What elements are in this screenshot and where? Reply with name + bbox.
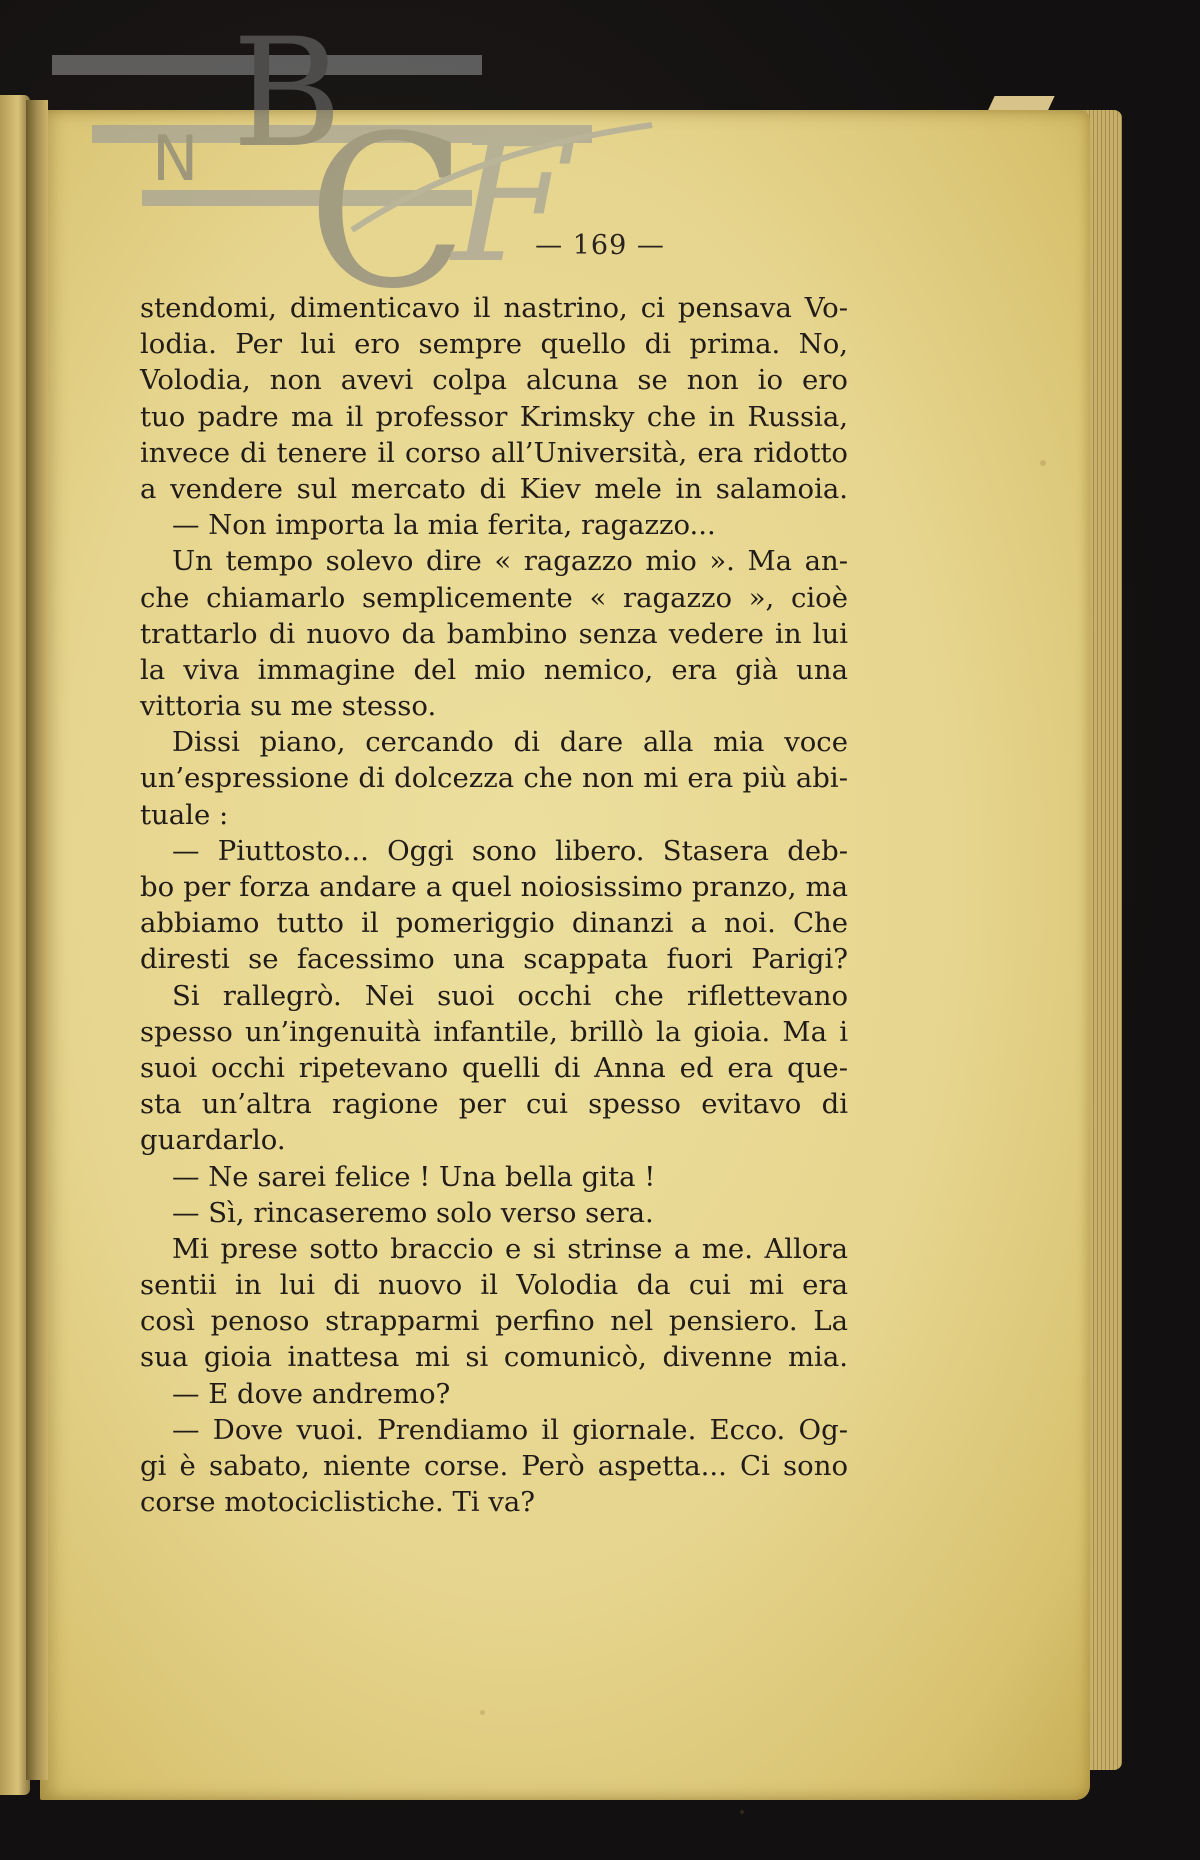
text-line: la viva immagine del mio nemico, era già una	[140, 653, 848, 686]
paper-spot	[1040, 460, 1046, 466]
page-number: — 169 —	[535, 230, 665, 261]
text-line: tuo padre ma il professor Krimsky che in Russia,	[140, 400, 848, 433]
text-line: vittoria su me stesso.	[140, 690, 437, 723]
text-line: invece di tenere il corso all’Università, era ridotto	[140, 436, 848, 469]
text-line: un’espressione di dolcezza che non mi era più abi-	[140, 762, 848, 795]
text-line: stendomi, dimenticavo il nastrino, ci pensava Vo-	[140, 292, 848, 324]
text-line: sentii in lui di nuovo il Volodia da cui mi era	[140, 1269, 848, 1302]
text-line: tuale :	[140, 798, 229, 831]
text-line: trattarlo di nuovo da bambino senza vedere in lui	[140, 617, 848, 650]
text-line: gi è sabato, niente corse. Però aspetta... Ci sono	[140, 1450, 848, 1482]
logo-letter-b: B	[232, 30, 343, 181]
text-line: Un tempo solevo dire « ragazzo mio ». Ma an-	[172, 545, 848, 578]
text-line: lodia. Per lui ero sempre quello di prima. No,	[140, 328, 848, 361]
body-text	[140, 290, 848, 1520]
paper-spot	[740, 1810, 744, 1814]
logo-letter-n: N	[152, 122, 199, 195]
text-line: — Dove vuoi. Prendiamo il giornale. Ecco. Og-	[172, 1413, 848, 1446]
text-line: Si rallegrò. Nei suoi occhi che riflettevano	[172, 979, 848, 1012]
text-line: Volodia, non avevi colpa alcuna se non io ero	[140, 364, 848, 397]
text-line: — Non importa la mia ferita, ragazzo...	[172, 509, 716, 542]
paper-spot	[480, 1710, 485, 1715]
text-line: suoi occhi ripetevano quelli di Anna ed era que-	[140, 1051, 848, 1084]
text-line: Mi prese sotto braccio e si strinse a me. Allora	[172, 1232, 848, 1265]
text-line: a vendere sul mercato di Kiev mele in salamoia.	[140, 472, 848, 505]
text-line: sta un’altra ragione per cui spesso evitavo di	[140, 1088, 848, 1121]
text-line: — E dove andremo?	[172, 1377, 451, 1410]
text-line: corse motociclistiche. Ti va?	[140, 1486, 536, 1519]
logo-letter-c: C	[307, 90, 468, 290]
text-line: spesso un’ingenuità infantile, brillò la gioia. Ma i	[140, 1015, 848, 1048]
text-line: abbiamo tutto il pomeriggio dinanzi a noi. Che	[140, 907, 848, 940]
text-line: — Sì, rincaseremo solo verso sera.	[172, 1196, 654, 1229]
text-line: sua gioia inattesa mi si comunicò, divenne mia.	[140, 1341, 848, 1374]
book-gutter	[26, 100, 48, 1780]
text-line: Dissi piano, cercando di dare alla mia voce	[172, 726, 848, 759]
text-line: che chiamarlo semplicemente « ragazzo », cioè	[140, 581, 848, 614]
logo-letter-f: F	[452, 103, 570, 290]
text-line: così penoso strapparmi perfino nel pensiero. La	[140, 1305, 848, 1338]
text-line: diresti se facessimo una scappata fuori Parigi?	[140, 943, 848, 976]
text-line: — Ne sarei felice ! Una bella gita !	[172, 1160, 656, 1193]
text-line: — Piuttosto... Oggi sono libero. Stasera deb-	[172, 834, 848, 867]
text-line: bo per forza andare a quel noiosissimo pranzo, ma	[140, 871, 848, 903]
text-line: guardarlo.	[140, 1124, 286, 1157]
